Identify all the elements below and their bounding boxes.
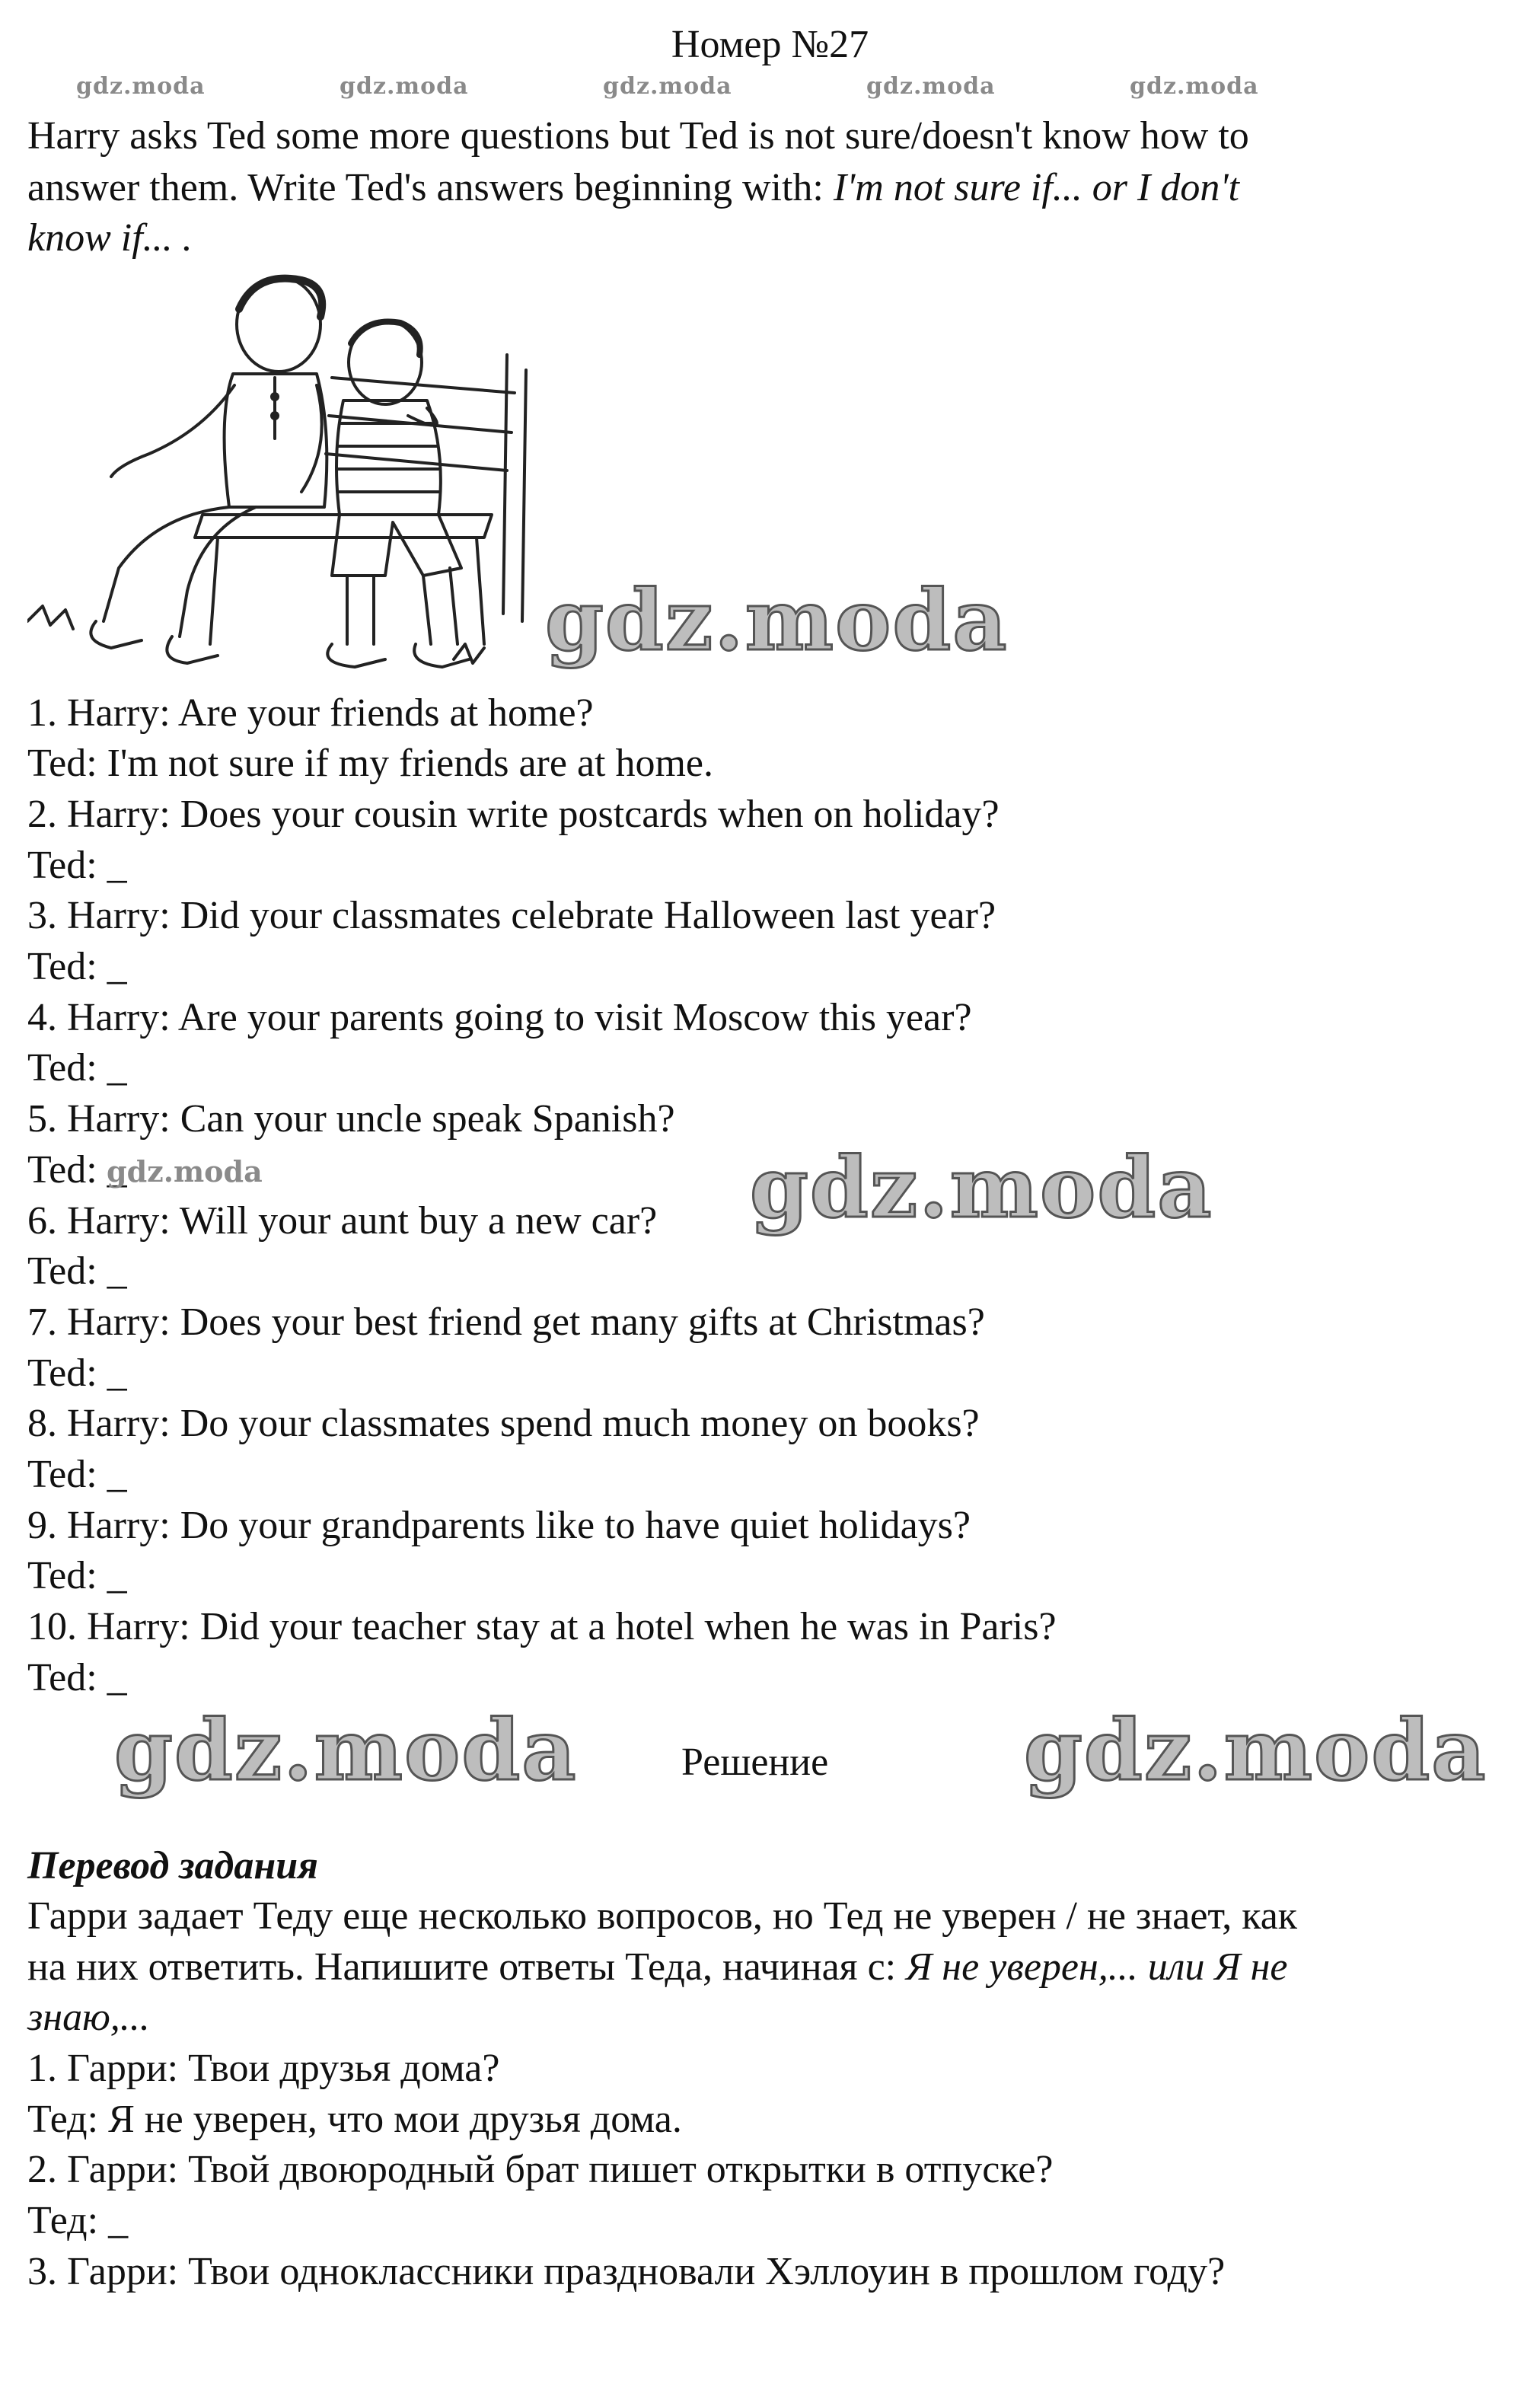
question-line: 8. Harry: Do your classmates spend much money on books? [27,1402,980,1445]
task-instruction-line [27,163,1239,213]
watermark: gdz.moda [114,1701,578,1799]
answer-line: Ted: _ [27,1148,127,1192]
answer-line: Ted: _ [27,1046,127,1090]
translation-question-line: 1. Гарри: Твои друзья дома? [27,2047,500,2090]
answer-line: Ted: _ [27,844,127,887]
answer-line: Ted: _ [27,1554,127,1597]
question-line: 10. Harry: Did your teacher stay at a hotel when he was in Paris? [27,1605,1057,1648]
answer-line: Ted: I'm not sure if my friends are at home. [27,742,714,785]
watermark: gdz.moda [340,73,469,100]
task-instruction-text: answer them. Write Ted's answers beginning with: [27,166,834,209]
translation-instruction-italic: Я не уверен,... или Я не [906,1945,1288,1989]
question-line: 6. Harry: Will your aunt buy a new car? [27,1199,658,1243]
translation-answer-line: Тед: _ [27,2199,129,2242]
watermark: gdz.moda [107,1154,263,1189]
two-boys-on-bench-illustration [27,263,539,681]
translation-answer-line: Тед: Я не уверен, что мои друзья дома. [27,2098,682,2141]
question-line: 3. Harry: Did your classmates celebrate Halloween last year? [27,894,996,937]
watermark: gdz.moda [603,73,732,100]
answer-line: Ted: _ [27,1656,127,1699]
question-line: 9. Harry: Do your grandparents like to have quiet holidays? [27,1504,971,1547]
translation-instruction-italic: знаю,... [27,1996,150,2039]
translation-instruction-line [27,1942,1288,1993]
question-line: 4. Harry: Are your parents going to visit Moscow this year? [27,996,972,1039]
watermark: gdz.moda [750,1138,1213,1236]
watermark: gdz.moda [1024,1701,1487,1799]
question-line: 7. Harry: Does your best friend get many gifts at Christmas? [27,1300,985,1344]
watermark: gdz.moda [545,571,1009,669]
translation-instruction-line: Гарри задает Теду еще несколько вопросов, но Тед не уверен / не знает, как [27,1894,1298,1938]
answer-line: Ted: _ [27,1351,127,1395]
task-instruction-italic: I'm not sure if... or I don't [833,166,1239,209]
answer-line: Ted: _ [27,1249,127,1293]
watermark: gdz.moda [76,73,206,100]
watermark: gdz.moda [866,73,996,100]
solution-label: Решение [681,1741,829,1784]
translation-question-line: 3. Гарри: Твои одноклассники праздновали Хэллоуин в прошлом году? [27,2250,1226,2293]
task-instruction-line: Harry asks Ted some more questions but Ted is not sure/doesn't know how to [27,114,1249,158]
answer-line: Ted: _ [27,1453,127,1496]
question-line: 1. Harry: Are your friends at home? [27,691,594,735]
page-title: Номер №27 [671,23,869,66]
task-instruction-italic: know if... . [27,216,193,260]
translation-instruction-text: на них ответить. Напишите ответы Теда, начиная с: [27,1945,907,1989]
question-line: 2. Harry: Does your cousin write postcards when on holiday? [27,793,1000,836]
answer-line: Ted: _ [27,945,127,988]
translation-heading: Перевод задания [27,1844,318,1887]
question-line: 5. Harry: Can your uncle speak Spanish? [27,1097,675,1141]
watermark: gdz.moda [1130,73,1259,100]
translation-question-line: 2. Гарри: Твой двоюродный брат пишет открытки в отпуске? [27,2148,1054,2191]
